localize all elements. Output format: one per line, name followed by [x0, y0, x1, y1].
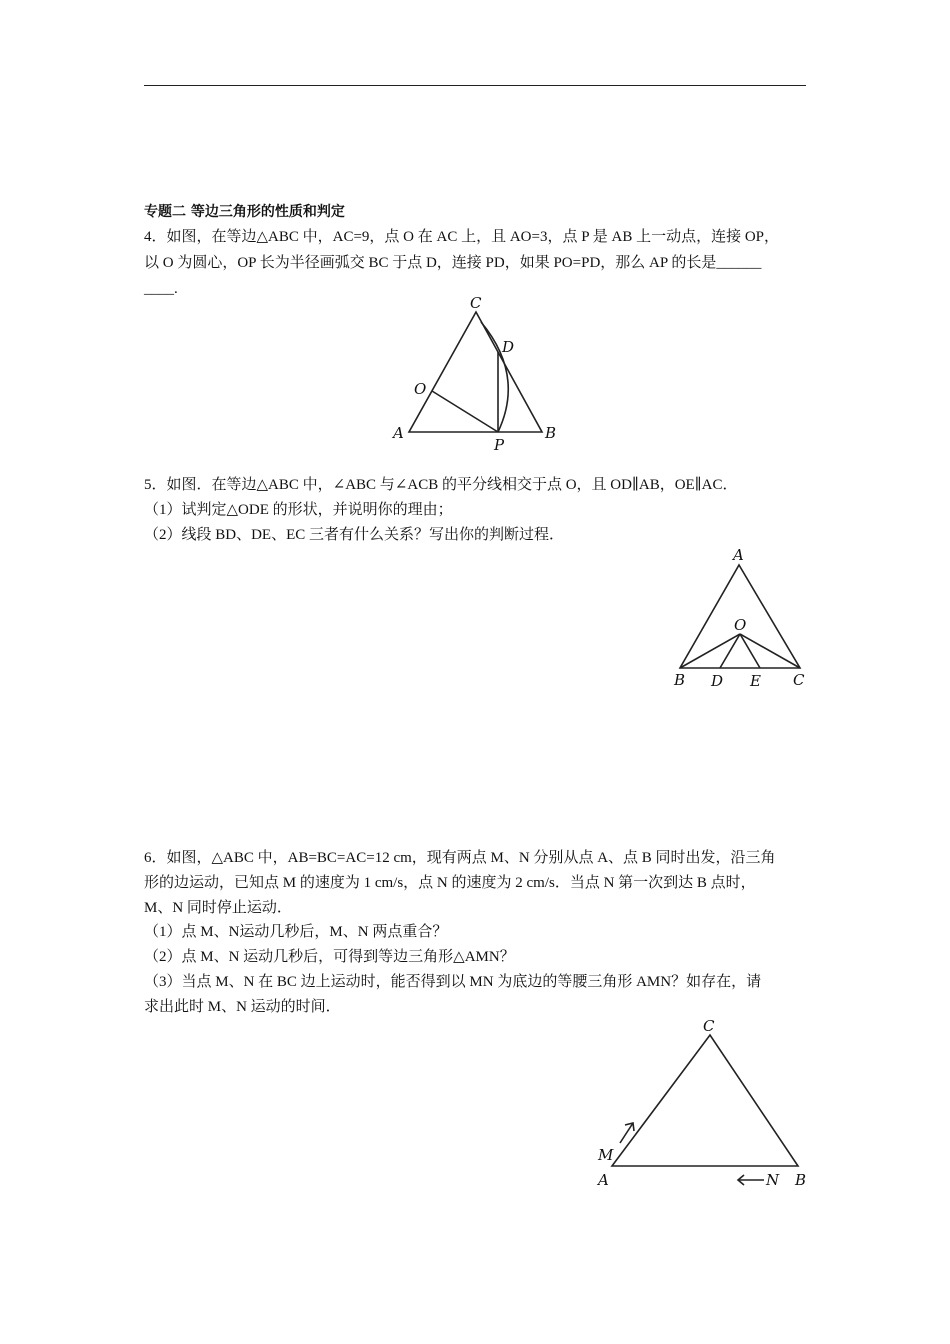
problem6-line-5: （2）点 M、N 运动几秒后，可得到等边三角形△AMN？	[144, 949, 515, 965]
label-c: C	[703, 1017, 715, 1035]
triangle-abc	[409, 312, 542, 432]
problem4-figure	[380, 290, 580, 460]
label-c: C	[470, 294, 482, 312]
label-n: N	[766, 1171, 780, 1189]
label-d: D	[711, 672, 724, 690]
label-b: B	[545, 424, 557, 442]
problem4-line-3: ____.	[144, 281, 178, 297]
problem5-figure	[665, 540, 815, 690]
problem6-line-2: 形的边运动，已知点 M 的速度为 1 cm/s，点 N 的速度为 2 cm/s．当点 N 第一次到达 B 点时，	[144, 875, 756, 891]
label-e: E	[750, 672, 761, 690]
label-o: O	[734, 616, 747, 634]
problem5-line-1: 5．如图．在等边△ABC 中，∠ABC 与∠ACB 的平分线相交于点 O，且 OD∥AB，OE∥AC．	[144, 477, 738, 493]
label-m: M	[598, 1146, 614, 1164]
problem6-line-6: （3）当点 M、N 在 BC 边上运动时，能否得到以 MN 为底边的等腰三角形 AMN？如存在，请	[144, 974, 762, 990]
label-p: P	[494, 436, 505, 454]
label-a: A	[598, 1171, 609, 1189]
label-d: D	[502, 338, 515, 356]
triangle-abc	[612, 1035, 798, 1166]
segment-op	[432, 391, 498, 432]
problem5-line-3: （2）线段 BD、DE、EC 三者有什么关系？写出你的判断过程．	[144, 527, 565, 543]
label-b: B	[795, 1171, 807, 1189]
header-rule	[144, 85, 806, 86]
section-title: 专题二 等边三角形的性质和判定	[144, 204, 345, 220]
label-c: C	[793, 671, 805, 689]
problem6-line-3: M、N 同时停止运动．	[144, 900, 292, 916]
problem4-line-1: 4．如图，在等边△ABC 中，AC=9，点 O 在 AC 上，且 AO=3，点 P 是 AB 上一动点，连接 OP，	[144, 229, 780, 245]
bisector-co	[740, 634, 800, 668]
problem5-line-2: （1）试判定△ODE 的形状，并说明你的理由；	[144, 502, 453, 518]
problem4-line-2: 以 O 为圆心，OP 长为半径画弧交 BC 于点 D，连接 PD，如果 PO=PD，那么 AP 的长是______	[144, 255, 762, 271]
label-o: O	[414, 380, 427, 398]
problem6-line-1: 6．如图，△ABC 中，AB=BC=AC=12 cm，现有两点 M、N 分别从点 A、点 B 同时出发，沿三角	[144, 850, 776, 866]
problem6-figure	[590, 1015, 815, 1190]
problem6-line-7: 求出此时 M、N 运动的时间．	[144, 999, 341, 1015]
problem6-line-4: （1）点 M、N运动几秒后，M、N 两点重合？	[144, 924, 448, 940]
label-a: A	[733, 546, 744, 564]
label-b: B	[674, 671, 686, 689]
label-a: A	[393, 424, 404, 442]
